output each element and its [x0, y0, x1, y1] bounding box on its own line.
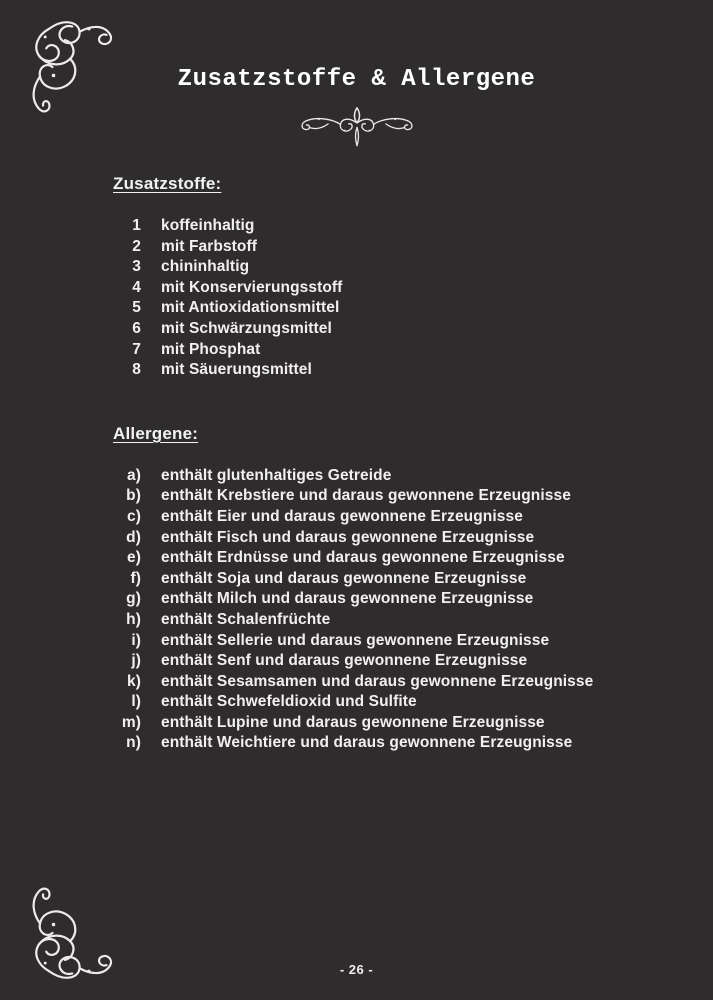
list-item [113, 216, 683, 237]
item-marker: f) [130, 569, 141, 587]
item-text: enthält Schwefeldioxid und Sulfite [161, 693, 417, 711]
item-text: mit Antioxidationsmittel [161, 299, 340, 317]
item-marker: 8 [132, 361, 141, 379]
page-title: Zusatzstoffe & Allergene [177, 66, 536, 93]
item-text: enthält Krebstiere und daraus gewonnene Erzeugnisse [161, 487, 571, 505]
section-heading-allergene: Allergene: [113, 423, 199, 443]
item-text: mit Konservierungsstoff [161, 278, 343, 296]
list-item [113, 278, 683, 299]
list-item [113, 692, 683, 713]
item-text: enthält Senf und daraus gewonnene Erzeugnisse [161, 652, 528, 670]
item-text: mit Säuerungsmittel [161, 361, 312, 379]
item-text: enthält Eier und daraus gewonnene Erzeugnisse [161, 507, 523, 525]
item-text: enthält Schalenfrüchte [161, 610, 331, 628]
list-item [113, 528, 683, 549]
item-marker: 5 [132, 299, 141, 317]
item-marker: 4 [132, 278, 141, 296]
item-text: koffeinhaltig [161, 217, 255, 234]
list-item [113, 319, 683, 340]
list-item [113, 610, 683, 631]
item-marker: c) [127, 507, 141, 525]
item-text: enthält Weichtiere und daraus gewonnene Erzeugnisse [161, 734, 573, 752]
list-item [113, 298, 683, 319]
list-item [113, 672, 683, 693]
list-item [113, 466, 683, 487]
item-text: chininhaltig [161, 258, 250, 276]
item-text: enthält Sesamsamen und daraus gewonnene Erzeugnisse [161, 672, 594, 690]
item-text: enthält glutenhaltiges Getreide [161, 466, 392, 484]
item-marker: g) [126, 590, 141, 608]
item-marker: l) [131, 693, 141, 711]
item-text: enthält Erdnüsse und daraus gewonnene Erzeugnisse [161, 549, 565, 567]
zusatzstoffe-list [113, 216, 683, 381]
item-marker: 2 [132, 237, 141, 255]
item-marker: k) [127, 672, 141, 690]
item-text: enthält Sellerie und daraus gewonnene Erzeugnisse [161, 631, 550, 649]
item-marker: 7 [132, 340, 141, 358]
list-item [113, 548, 683, 569]
item-marker: 1 [132, 217, 141, 234]
item-text: mit Schwärzungsmittel [161, 319, 332, 337]
list-item [113, 631, 683, 652]
allergene-list [113, 466, 683, 754]
list-item [113, 507, 683, 528]
flourish-corner-icon [14, 10, 118, 118]
item-marker: a) [127, 466, 141, 484]
item-text: mit Farbstoff [161, 237, 258, 255]
item-text: mit Phosphat [161, 340, 261, 358]
content-area [113, 174, 683, 754]
item-marker: e) [127, 549, 141, 567]
item-text: enthält Lupine und daraus gewonnene Erzeugnisse [161, 713, 545, 731]
item-text: enthält Fisch und daraus gewonnene Erzeugnisse [161, 528, 535, 546]
page-number: - 26 - [339, 962, 374, 977]
list-item [113, 569, 683, 590]
item-marker: j) [131, 652, 141, 670]
list-item [113, 257, 683, 278]
item-text: enthält Soja und daraus gewonnene Erzeugnisse [161, 569, 527, 587]
section-heading-zusatzstoffe: Zusatzstoffe: [113, 174, 222, 193]
item-marker: d) [126, 528, 141, 546]
item-marker: n) [126, 734, 141, 752]
flourish-divider-icon [295, 102, 419, 152]
item-marker: 6 [132, 319, 141, 337]
section-zusatzstoffe [113, 174, 683, 381]
item-marker: b) [126, 487, 141, 505]
item-marker: i) [131, 631, 141, 649]
item-marker: m) [121, 713, 141, 731]
list-item [113, 237, 683, 258]
list-item [113, 713, 683, 734]
item-marker: h) [126, 610, 141, 628]
list-item [113, 733, 683, 754]
list-item [113, 651, 683, 672]
section-allergene [113, 424, 683, 754]
list-item [113, 360, 683, 381]
list-item [113, 486, 683, 507]
item-text: enthält Milch und daraus gewonnene Erzeugnisse [161, 590, 534, 608]
item-marker: 3 [132, 258, 141, 276]
list-item [113, 589, 683, 610]
list-item [113, 340, 683, 361]
